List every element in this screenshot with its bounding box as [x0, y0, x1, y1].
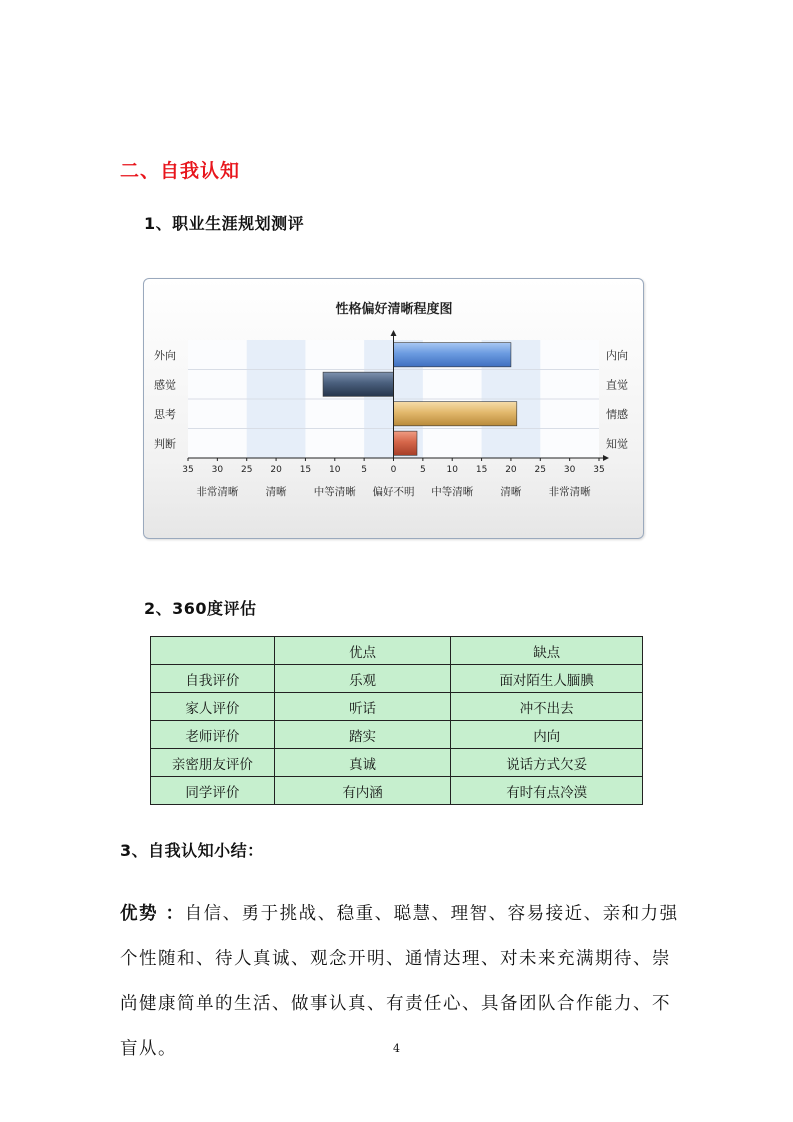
strengths-separator: ： — [158, 904, 185, 924]
right-category-label: 内向 — [606, 348, 628, 362]
chart-bar — [394, 431, 417, 455]
clarity-level-label: 清晰 — [500, 486, 522, 498]
section-title: 二、自我认知 — [120, 160, 241, 182]
clarity-level-label: 清晰 — [265, 486, 287, 498]
table-cell: 乐观 — [274, 665, 451, 693]
y-axis-arrow — [391, 330, 397, 336]
chart-bar — [394, 343, 511, 367]
strengths-label: 优势 — [120, 904, 158, 924]
subsection-title-summary: 3、自我认知小结： — [120, 841, 264, 860]
table-cell: 冲不出去 — [451, 693, 643, 721]
page-number: 4 — [393, 1042, 400, 1055]
clarity-level-label: 非常清晰 — [196, 486, 239, 498]
left-category-label: 感觉 — [154, 378, 176, 392]
table-cell: 老师评价 — [151, 721, 275, 749]
table-cell: 面对陌生人腼腆 — [451, 665, 643, 693]
x-tick-label: 5 — [419, 465, 426, 475]
left-category-label: 思考 — [154, 407, 176, 421]
x-tick-label: 15 — [475, 465, 488, 475]
table-cell: 听话 — [274, 693, 451, 721]
table-header-row — [151, 637, 643, 665]
table-cell: 自我评价 — [151, 665, 275, 693]
x-tick-label: 20 — [505, 465, 517, 475]
x-tick-label: 15 — [299, 465, 312, 475]
x-tick-label: 20 — [270, 465, 282, 475]
table-header-cell: 优点 — [274, 637, 451, 665]
x-tick-label: 30 — [211, 465, 224, 475]
table-cell: 说话方式欠妥 — [451, 749, 643, 777]
strengths-text: 自信、勇于挑战、稳重、聪慧、理智、容易接近、亲和力强个性随和、待人真诚、观念开明、通情达理、对未来充满期待、崇尚健康简单的生活、做事认真、有责任心、具备团队合作能力、不盲从。 — [120, 904, 679, 1059]
table-header-cell — [151, 637, 275, 665]
chart-bar — [394, 402, 517, 426]
subsection-title-360-evaluation: 2、360度评估 — [144, 599, 257, 618]
table-cell: 真诚 — [274, 749, 451, 777]
chart-bar — [323, 372, 393, 396]
x-tick-label: 30 — [563, 465, 576, 475]
clarity-level-label: 中等清晰 — [431, 486, 474, 498]
clarity-level-label: 偏好不明 — [372, 486, 415, 498]
table-cell: 有内涵 — [274, 777, 451, 805]
table-row — [151, 693, 643, 721]
right-category-label: 知觉 — [606, 437, 628, 451]
x-tick-label: 25 — [534, 465, 547, 475]
table-row — [151, 749, 643, 777]
x-tick-label: 35 — [182, 465, 194, 475]
x-tick-label: 10 — [446, 465, 458, 475]
table-cell: 踏实 — [274, 721, 451, 749]
left-category-label: 判断 — [154, 437, 176, 451]
table-cell: 同学评价 — [151, 777, 275, 805]
table-cell: 亲密朋友评价 — [151, 749, 275, 777]
x-axis-arrow — [603, 455, 609, 461]
table-row — [151, 665, 643, 693]
x-tick-label: 25 — [240, 465, 253, 475]
table-cell: 家人评价 — [151, 693, 275, 721]
left-category-label: 外向 — [154, 348, 176, 362]
table-row — [151, 777, 643, 805]
x-tick-label: 5 — [361, 465, 368, 475]
table-cell: 内向 — [451, 721, 643, 749]
x-tick-label: 10 — [329, 465, 341, 475]
personality-chart — [143, 278, 644, 539]
table-cell: 有时有点冷漠 — [451, 777, 643, 805]
subsection-title-career-assessment: 1、职业生涯规划测评 — [144, 214, 305, 233]
table-row — [151, 721, 643, 749]
clarity-level-label: 中等清晰 — [313, 486, 356, 498]
right-category-label: 情感 — [606, 407, 628, 421]
x-tick-label: 35 — [593, 465, 605, 475]
chart-title: 性格偏好清晰程度图 — [335, 302, 453, 317]
evaluation-table — [150, 636, 643, 805]
table-header-cell: 缺点 — [451, 637, 643, 665]
personality-chart-svg — [144, 279, 643, 538]
clarity-level-label: 非常清晰 — [548, 486, 591, 498]
right-category-label: 直觉 — [606, 378, 628, 392]
x-tick-label: 0 — [390, 465, 397, 475]
